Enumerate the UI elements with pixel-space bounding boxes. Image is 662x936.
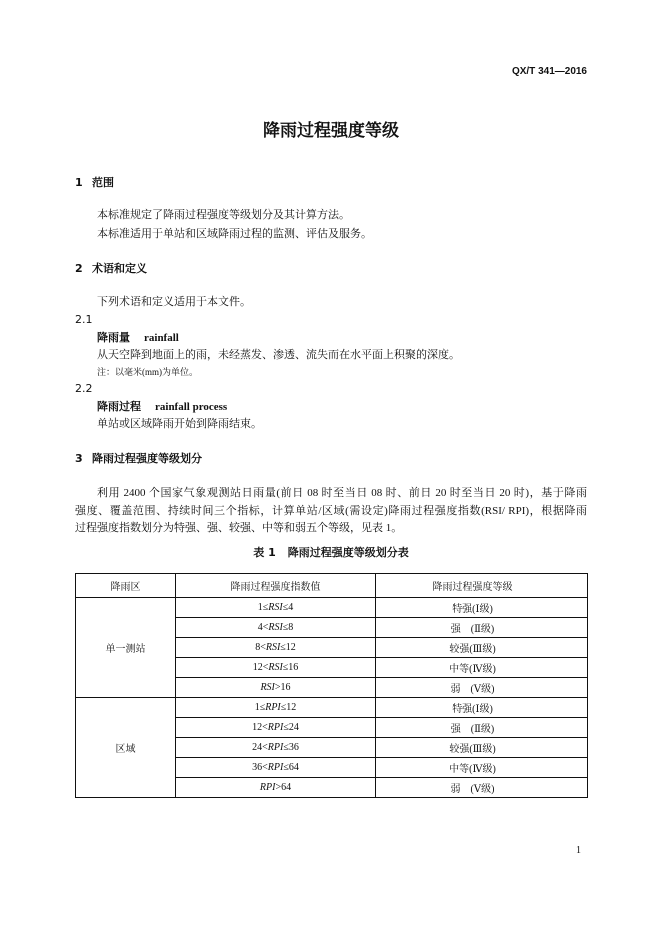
term-name-zh: 降雨过程 bbox=[97, 400, 141, 413]
index-symbol: RSI bbox=[268, 622, 283, 633]
region-cell: 单一测站 bbox=[76, 598, 176, 698]
standard-code: QX/T 341—2016 bbox=[511, 66, 587, 77]
grade-table bbox=[75, 573, 588, 798]
grade-cell: 中等(Ⅳ级) bbox=[376, 758, 588, 778]
table-row bbox=[76, 598, 588, 618]
index-range-cell bbox=[176, 758, 376, 778]
index-symbol: RSI bbox=[268, 602, 283, 613]
section-title: 降雨过程强度等级划分 bbox=[92, 452, 202, 465]
column-header-region: 降雨区 bbox=[76, 574, 176, 598]
index-symbol: RPI bbox=[267, 742, 284, 753]
range-upper: >16 bbox=[274, 682, 291, 693]
term-name bbox=[97, 329, 179, 347]
grade-cell: 较强(Ⅲ级) bbox=[376, 638, 588, 658]
index-range-cell bbox=[176, 658, 376, 678]
paragraph-line: 利用 2400 个国家气象观测站日雨量(前日 08 时至当日 08 时、前日 20 时至当日 20 时)，基于降雨 bbox=[97, 487, 587, 499]
paragraph: 本标准规定了降雨过程强度等级划分及其计算方法。 bbox=[97, 209, 350, 221]
term-number: 2.1 bbox=[75, 313, 93, 326]
range-lower: 12< bbox=[252, 722, 268, 733]
region-cell: 区域 bbox=[76, 698, 176, 798]
range-upper: ≤24 bbox=[283, 722, 299, 733]
term-definition: 单站或区域降雨开始到降雨结束。 bbox=[97, 418, 262, 430]
section-number: 2 bbox=[75, 262, 83, 275]
range-upper: ≤16 bbox=[282, 662, 299, 673]
index-range-cell bbox=[176, 738, 376, 758]
term-number: 2.2 bbox=[75, 382, 93, 395]
term-name-zh: 降雨量 bbox=[97, 331, 130, 344]
index-symbol: RSI bbox=[265, 642, 281, 653]
grade-cell: 强 (Ⅱ级) bbox=[376, 618, 588, 638]
table-caption bbox=[0, 544, 662, 562]
paragraph bbox=[75, 485, 587, 538]
term-name bbox=[97, 398, 227, 416]
section-title: 范围 bbox=[92, 176, 114, 189]
range-upper: ≤4 bbox=[282, 602, 294, 613]
grade-cell: 中等(Ⅳ级) bbox=[376, 658, 588, 678]
section-number: 1 bbox=[75, 176, 83, 189]
section-title: 术语和定义 bbox=[92, 262, 147, 275]
range-lower: 12< bbox=[252, 662, 269, 673]
index-range-cell bbox=[176, 698, 376, 718]
range-lower: 36< bbox=[252, 762, 268, 773]
index-symbol: RSI bbox=[268, 662, 283, 673]
grade-cell: 强 (Ⅱ级) bbox=[376, 718, 588, 738]
range-lower: 1≤ bbox=[257, 602, 269, 613]
section-heading bbox=[75, 260, 147, 278]
section-heading bbox=[75, 174, 114, 192]
paragraph: 本标准适用于单站和区域降雨过程的监测、评估及服务。 bbox=[97, 228, 372, 240]
index-symbol: RPI bbox=[265, 702, 281, 713]
range-upper: ≤12 bbox=[280, 642, 296, 653]
index-range-cell bbox=[176, 638, 376, 658]
term-name-en: rainfall process bbox=[155, 401, 228, 413]
grade-cell: 特强(Ⅰ级) bbox=[376, 598, 588, 618]
range-upper: ≤12 bbox=[280, 702, 297, 713]
table-caption-title: 降雨过程强度等级划分表 bbox=[287, 546, 409, 559]
range-lower: 1≤ bbox=[254, 702, 266, 713]
term-definition: 从天空降到地面上的雨，未经蒸发、渗透、流失而在水平面上积聚的深度。 bbox=[97, 349, 460, 361]
paragraph: 下列术语和定义适用于本文件。 bbox=[97, 296, 251, 308]
column-header-index: 降雨过程强度指数值 bbox=[176, 574, 376, 598]
section-number: 3 bbox=[75, 452, 83, 465]
index-range-cell bbox=[176, 718, 376, 738]
grade-cell: 弱 (Ⅴ级) bbox=[376, 778, 588, 798]
page-number: 1 bbox=[576, 845, 581, 856]
range-upper: >64 bbox=[275, 782, 292, 793]
range-lower: 8< bbox=[255, 642, 266, 653]
table-caption-number: 表 1 bbox=[253, 546, 276, 559]
index-symbol: RPI bbox=[259, 782, 276, 793]
index-symbol: RPI bbox=[267, 722, 284, 733]
document-title: 降雨过程强度等级 bbox=[263, 121, 399, 141]
grade-cell: 弱 (Ⅴ级) bbox=[376, 678, 588, 698]
range-lower: 4< bbox=[257, 622, 269, 633]
paragraph-line: 过程强度指数划分为特强、强、较强、中等和弱五个等级，见表 1。 bbox=[75, 522, 403, 534]
range-upper: ≤8 bbox=[282, 622, 294, 633]
paragraph-line: 强度、覆盖范围、持续时间三个指标，计算单站/区域(需设定)降雨过程强度指数(RSI/ RPI)，根据降雨 bbox=[75, 504, 587, 517]
index-range-cell bbox=[176, 678, 376, 698]
range-upper: ≤64 bbox=[283, 762, 299, 773]
table-row bbox=[76, 698, 588, 718]
term-name-en: rainfall bbox=[144, 332, 179, 344]
index-symbol: RPI bbox=[267, 762, 284, 773]
index-range-cell bbox=[176, 598, 376, 618]
grade-cell: 特强(Ⅰ级) bbox=[376, 698, 588, 718]
range-upper: ≤36 bbox=[283, 742, 299, 753]
column-header-grade: 降雨过程强度等级 bbox=[376, 574, 588, 598]
index-range-cell bbox=[176, 778, 376, 798]
index-symbol: RSI bbox=[260, 682, 275, 693]
range-lower: 24< bbox=[252, 742, 268, 753]
table-header-row bbox=[76, 574, 588, 598]
index-range-cell bbox=[176, 618, 376, 638]
section-heading bbox=[75, 450, 202, 468]
term-note: 注：以毫米(mm)为单位。 bbox=[97, 367, 198, 377]
grade-cell: 较强(Ⅲ级) bbox=[376, 738, 588, 758]
section-body bbox=[97, 206, 372, 244]
